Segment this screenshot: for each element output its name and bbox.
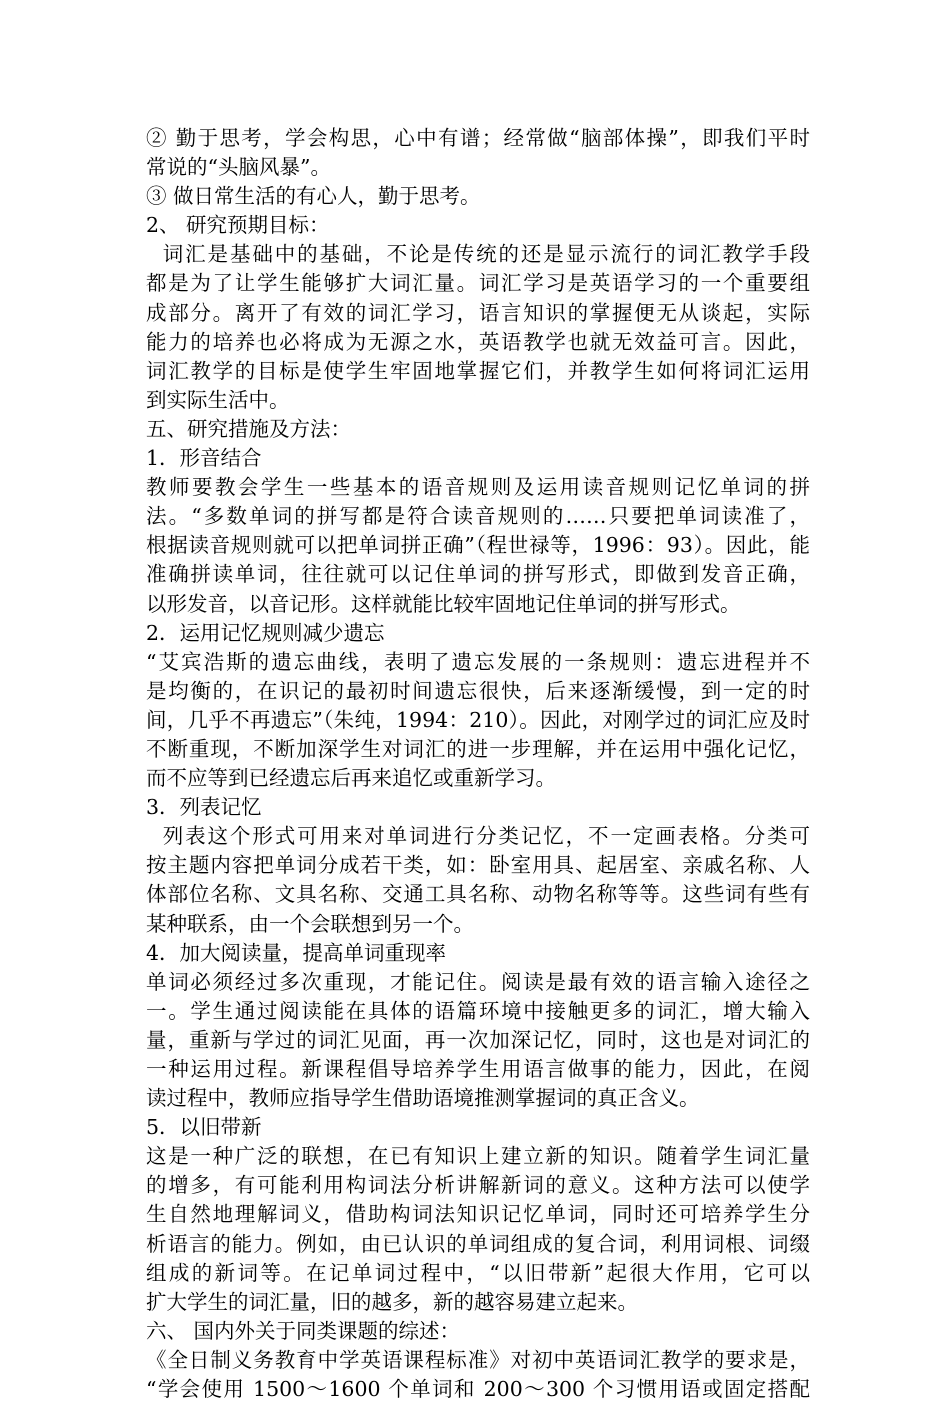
text-line: 准确拼读单词，往往就可以记住单词的拼写形式，即做到发音正确，	[146, 562, 810, 587]
document-body-text	[146, 124, 810, 1404]
text-line: 都是为了让学生能够扩大词汇量。词汇学习是英语学习的一个重要组	[146, 271, 810, 296]
text-line: 以形发音，以音记形。这样就能比较牢固地记住单词的拼写形式。	[146, 591, 741, 616]
text-line: 五、研究措施及方法：	[146, 416, 351, 441]
text-line: 列表这个形式可用来对单词进行分类记忆，不一定画表格。分类可	[146, 824, 810, 849]
text-line: 3．列表记忆	[146, 795, 262, 820]
text-line: 1．形音结合	[146, 446, 262, 471]
text-line: 扩大学生的词汇量，旧的越多，新的越容易建立起来。	[146, 1289, 638, 1314]
text-line: 词汇是基础中的基础，不论是传统的还是显示流行的词汇教学手段	[146, 242, 810, 267]
text-line: 5．以旧带新	[146, 1115, 262, 1140]
text-line: 单词必须经过多次重现，才能记住。阅读是最有效的语言输入途径之	[146, 969, 810, 994]
text-line: 2、 研究预期目标：	[146, 213, 330, 238]
text-line: 某种联系，由一个会联想到另一个。	[146, 911, 474, 936]
text-line: 一。学生通过阅读能在具体的语篇环境中接触更多的词汇，增大输入	[146, 998, 810, 1023]
text-line: 根据读音规则就可以把单词拼正确”（程世禄等，1996：93）。因此，能	[146, 533, 810, 558]
text-line: “艾宾浩斯的遗忘曲线，表明了遗忘发展的一条规则：遗忘进程并不	[146, 649, 810, 674]
text-line: 2．运用记忆规则减少遗忘	[146, 620, 385, 645]
text-line: 间，几乎不再遗忘”（朱纯，1994：210）。因此，对刚学过的词汇应及时	[146, 707, 810, 732]
text-line: 组成的新词等。在记单词过程中，“以旧带新”起很大作用，它可以	[146, 1260, 810, 1285]
text-line: 量，重新与学过的词汇见面，再一次加深记忆，同时，这也是对词汇的	[146, 1027, 810, 1052]
text-line: 教师要教会学生一些基本的语音规则及运用读音规则记忆单词的拼	[146, 475, 810, 500]
text-line: 的增多，有可能利用构词法分析讲解新词的意义。这种方法可以使学	[146, 1173, 810, 1198]
text-line: 读过程中，教师应指导学生借助语境推测掌握词的真正含义。	[146, 1086, 700, 1111]
text-line: 不断重现，不断加深学生对词汇的进一步理解，并在运用中强化记忆，	[146, 736, 810, 761]
text-line: 4．加大阅读量，提高单词重现率	[146, 940, 447, 965]
text-line: 而不应等到已经遗忘后再来追忆或重新学习。	[146, 766, 556, 791]
text-line: 能力的培养也必将成为无源之水，英语教学也就无效益可言。因此，	[146, 329, 810, 354]
text-line: 生自然地理解词义，借助构词法知识记忆单词，同时还可培养学生分	[146, 1202, 810, 1227]
text-line: 一种运用过程。新课程倡导培养学生用语言做事的能力，因此，在阅	[146, 1057, 810, 1081]
text-line: 体部位名称、文具名称、交通工具名称、动物名称等等。这些词有些有	[146, 882, 810, 907]
text-line: 是均衡的，在识记的最初时间遗忘很快，后来逐渐缓慢，到一定的时	[146, 678, 810, 703]
text-line: 成部分。离开了有效的词汇学习，语言知识的掌握便无从谈起，实际	[146, 300, 810, 325]
text-line: 常说的“头脑风暴”。	[146, 155, 331, 180]
text-line: 析语言的能力。例如，由已认识的单词组成的复合词，利用词根、词缀	[146, 1231, 810, 1256]
text-line: “学会使用 1500～1600 个单词和 200～300 个习惯用语或固定搭配	[146, 1377, 810, 1402]
text-line: 到实际生活中。	[146, 387, 290, 412]
text-line: 《全日制义务教育中学英语课程标准》对初中英语词汇教学的要求是，	[146, 1347, 810, 1372]
text-line: 法。“多数单词的拼写都是符合读音规则的……只要把单词读准了，	[146, 504, 810, 529]
text-line: ② 勤于思考，学会构思，心中有谱；经常做“脑部体操”，即我们平时	[146, 126, 810, 150]
text-line: ③ 做日常生活的有心人，勤于思考。	[146, 184, 481, 209]
text-line: 六、 国内外关于同类课题的综述：	[146, 1318, 461, 1343]
text-line: 按主题内容把单词分成若干类，如：卧室用具、起居室、亲戚名称、人	[146, 853, 810, 878]
text-line: 这是一种广泛的联想，在已有知识上建立新的知识。随着学生词汇量	[146, 1144, 810, 1169]
text-line: 词汇教学的目标是使学生牢固地掌握它们，并教学生如何将词汇运用	[146, 358, 810, 383]
